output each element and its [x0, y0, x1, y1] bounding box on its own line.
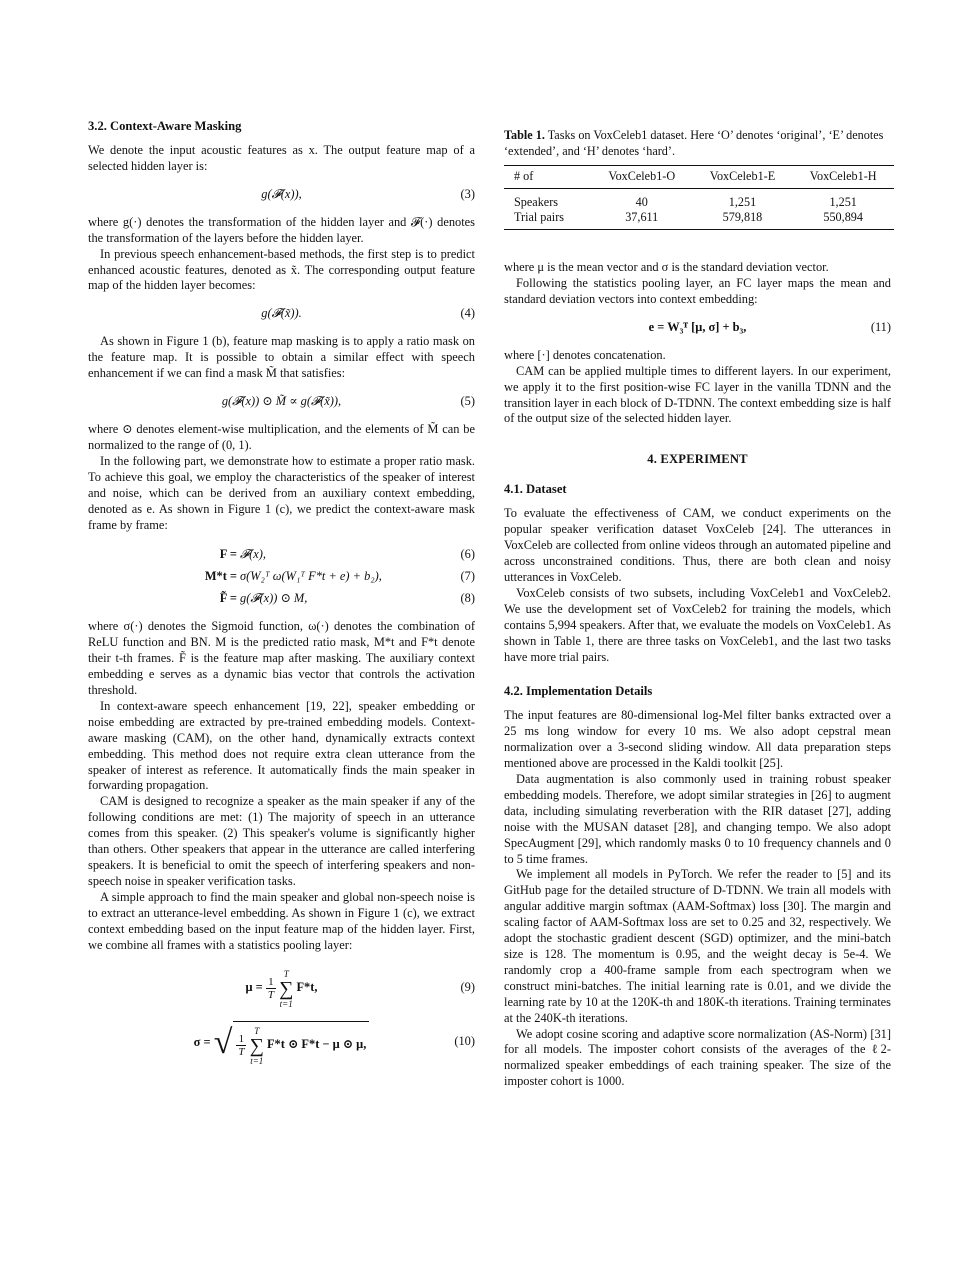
table-caption-label: Table 1. [504, 128, 545, 142]
summation [250, 1026, 264, 1066]
table-caption [504, 128, 891, 159]
table-cell: 550,894 [792, 210, 894, 230]
equation-11 [504, 318, 891, 336]
left-column [88, 118, 475, 1071]
equation-4 [88, 304, 475, 322]
paragraph: A simple approach to find the main speaker and global non-speech noise is to extract an utterance-level embedding. As shown in Figure 1 (c), we extract context embedding based on the input feature map of the hidden layer. First, we combine all frames with a statistics pooling layer: [88, 889, 475, 952]
table-cell: 579,818 [693, 210, 793, 230]
table-cell: 40 [635, 195, 648, 210]
equation-group-6-8 [88, 543, 475, 609]
denominator: T [267, 989, 274, 1002]
fraction [266, 976, 276, 1001]
paragraph: The input features are 80-dimensional log-Mel filter banks extracted over a 25 ms long window for every 10 ms. We also adopt cepstral mean normalization over a 3-second sliding window. All data preparation steps mentioned above are processed in the Kaldi toolkit [25]. [504, 708, 891, 771]
equation-number: (8) [460, 591, 475, 606]
paragraph: To evaluate the effectiveness of CAM, we conduct experiments on the popular speaker verification dataset VoxCeleb [24]. The utterances in VoxCeleb are collected from online videos through an automated pipeline and across unconstrained conditions. Thus, there are both clean and noisy utterances in VoxCeleb. [504, 506, 891, 584]
sum-lower: t=1 [250, 1055, 264, 1066]
equation-9 [88, 967, 475, 1007]
section-heading-4-2: 4.2. Implementation Details [504, 684, 653, 699]
table-cell: 37,611 [591, 210, 693, 230]
paragraph: where g(·) denotes the transformation of the hidden layer and 𝓕(·) denotes the transformation of the layers before the hidden layer. [88, 214, 475, 245]
paragraph: where σ(·) denotes the Sigmoid function, ω(·) denotes the combination of ReLU function and BN. M is the predicted ratio mask, M*t and F*t denote their t-th frames. F̃ is the feature map after masking. The auxiliary context embedding e serves as a dynamic bias vector that controls the activation threshold. [88, 619, 475, 698]
paragraph: In the following part, we demonstrate how to estimate a proper ratio mask. To achieve this goal, we employ the characteristics of the speaker of interest and noise, which can be derived from an auxiliary context embedding, denoted as e. As shown in Figure 1 (c), we predict the context-aware mask frame by frame: [88, 453, 475, 532]
equation-lhs: F = [219, 547, 237, 562]
summation [279, 969, 293, 1009]
section-heading-4-1: 4.1. Dataset [504, 482, 567, 497]
equation-3 [88, 185, 475, 203]
paragraph: In context-aware speech enhancement [19, 22], speaker embedding or noise embedding are extracted by pre-trained embedding models. Context-aware masking (CAM), on the other hand, dynamically extracts context embedding. This method does not require extra clean utterance from the speaker of interest as reference. It automatically finds the main speaker in forwarding propagation. [88, 698, 475, 793]
equation-rhs: g(𝓕(x)) ⊙ M, [240, 591, 308, 606]
equation-number: (4) [460, 306, 475, 321]
equation-number: (11) [870, 319, 891, 334]
equation-5 [88, 392, 475, 410]
section-heading-3-2: 3.2. Context-Aware Masking [88, 119, 242, 133]
equation-lhs: F̃ = [219, 591, 237, 606]
equation-body: e = W₃ᵀ [μ, σ] + b₃, [648, 319, 747, 334]
paragraph: As shown in Figure 1 (b), feature map masking is to apply a ratio mask on the feature map. It is possible to obtain a similar effect with speech enhancement if we can find a mask M̃ that satisfies: [88, 334, 475, 381]
paragraph: VoxCeleb consists of two subsets, including VoxCeleb1 and VoxCeleb2. We use the development set of VoxCeleb2 for training the models, which contains 5,994 speakers. After that, we evaluate the models on VoxCeleb1. As shown in Table 1, there are three tasks on VoxCeleb1, and the last two tasks have more trial pairs. [504, 585, 891, 664]
equation-number: (10) [454, 1034, 475, 1049]
equation-number: (7) [460, 569, 475, 584]
equation-term: F*t, [296, 980, 318, 995]
sum-upper: T [254, 1025, 260, 1036]
sum-upper: T [283, 968, 289, 979]
equation-6 [88, 543, 475, 565]
right-column [504, 128, 891, 1090]
equation-body: g(𝓕(x̃)). [261, 306, 302, 321]
equation-lhs: M*t = [204, 569, 237, 584]
table-caption-text: Tasks on VoxCeleb1 dataset. Here ‘O’ denotes ‘original’, ‘E’ denotes ‘extended’, and ‘H’ denotes ‘hard’. [504, 128, 884, 158]
equation-lhs: μ = [245, 980, 263, 995]
equation-number: (9) [460, 980, 475, 995]
table-header-cell: VoxCeleb1-H [792, 166, 894, 189]
paragraph: where μ is the mean vector and σ is the standard deviation vector. [504, 260, 829, 275]
paragraph: where ⊙ denotes element-wise multiplication, and the elements of M̃ can be normalized to the range of (0, 1). [88, 422, 475, 452]
table-cell: Trial pairs [504, 210, 591, 230]
table-header-cell: VoxCeleb1-O [591, 166, 693, 189]
numerator: 1 [236, 1033, 246, 1046]
paragraph: In previous speech enhancement-based methods, the first step is to predict enhanced acoustic features, denoted as x̃. The corresponding output feature map of the hidden layer becomes: [88, 246, 475, 293]
table-header-row [504, 166, 894, 189]
numerator: 1 [266, 976, 276, 989]
equation-10 [88, 1021, 475, 1066]
equation-body: g(𝓕(x)), [261, 186, 302, 201]
section-heading-4: 4. EXPERIMENT [647, 452, 748, 467]
equation-rhs: σ(W₂ᵀ ω(W₁ᵀ F*t + e) + b₂), [240, 569, 382, 584]
paragraph: where [·] denotes concatenation. [504, 347, 666, 362]
equation-lhs: σ = [193, 1035, 211, 1050]
paragraph: CAM can be applied multiple times to different layers. In our experiment, we apply it to the first position-wise FC layer in the vanilla TDNN and the transition layer in each block of D-TDNN. The context embedding size is half of the output size of the selected hidden layer. [504, 363, 891, 426]
table-header-cell: # of [504, 166, 591, 189]
denominator: T [238, 1046, 245, 1059]
paragraph: Data augmentation is also commonly used in training robust speaker embedding models. Therefore, we adopt similar strategies in [26] to augment data, including simulating reverberation with the RIR dataset [27], adding noise with the MUSAN dataset [28], and changing tempo. We also adopt SpecAugment [29], which randomly masks 0 to 10 frequency channels and 0 to 5 time frames. [504, 772, 891, 866]
table-header-cell: VoxCeleb1-E [693, 166, 793, 189]
table-cell: 1,251 [728, 195, 757, 210]
equation-8 [88, 587, 475, 609]
equation-body: g(𝓕(x)) ⊙ M̃ ∝ g(𝓕(x̃)), [221, 394, 342, 409]
table-row [504, 210, 894, 230]
table-row [504, 189, 894, 211]
table-cell: Speakers [514, 195, 558, 210]
tasks-table [504, 165, 894, 230]
equation-number: (5) [460, 394, 475, 409]
radicand [233, 1021, 369, 1065]
paragraph: We adopt cosine scoring and adaptive score normalization (AS-Norm) [31] for all models. The imposter cohort consists of the averages of the ℓ2-normalized speaker embeddings of each training speaker. The size of the imposter cohort is 1000. [504, 1026, 891, 1089]
sigma-symbol: ∑ [249, 1034, 264, 1057]
equation-7 [88, 565, 475, 587]
paragraph: We implement all models in PyTorch. We refer the reader to [5] and its GitHub page for the detailed structure of D-TDNN. We train all models with angular additive margin softmax (AAM-Softmax) loss [30]. The margin and scaling factor of AAM-Softmax loss are set to 0.25 and 32, respectively. We adopt the stochastic gradient descent (SGD) optimizer, and the mini-batch size is 128. The momentum is 0.95, and the weight decay is 5e-4. We randomly crop a 400-frame sample from each spectrogram when we construct mini-batches. The initial learning rate is 0.01, and we divide the learning rate by 10 at the 120K-th and 180K-th iterations. Training terminates at the 240K-th iterations. [504, 867, 891, 1025]
equation-number: (6) [460, 547, 475, 562]
paragraph: We denote the input acoustic features as x. The output feature map of a selected hidden layer is: [88, 143, 475, 173]
paragraph: CAM is designed to recognize a speaker as the main speaker if any of the following conditions are met: (1) The majority of speech in an utterance comes from this speaker. (2) This speaker's volume is significantly higher than others. Other speakers that appear in the utterance are called interfering speakers. It is beneficial to omit the speech of interfering speakers and non-speech noise in speaker verification tasks. [88, 794, 475, 888]
fraction [236, 1033, 246, 1058]
paragraph: Following the statistics pooling layer, an FC layer maps the mean and standard deviation vectors into context embedding: [504, 276, 891, 306]
radical-symbol: √ [213, 1024, 233, 1062]
sigma-symbol: ∑ [279, 977, 294, 1000]
sum-lower: t=1 [279, 998, 293, 1009]
equation-rhs: 𝓕(x), [240, 547, 266, 562]
table-cell: 1,251 [829, 195, 857, 210]
equation-term: F*t ⊙ F*t − μ ⊙ μ, [266, 1037, 367, 1052]
equation-number: (3) [460, 186, 475, 201]
